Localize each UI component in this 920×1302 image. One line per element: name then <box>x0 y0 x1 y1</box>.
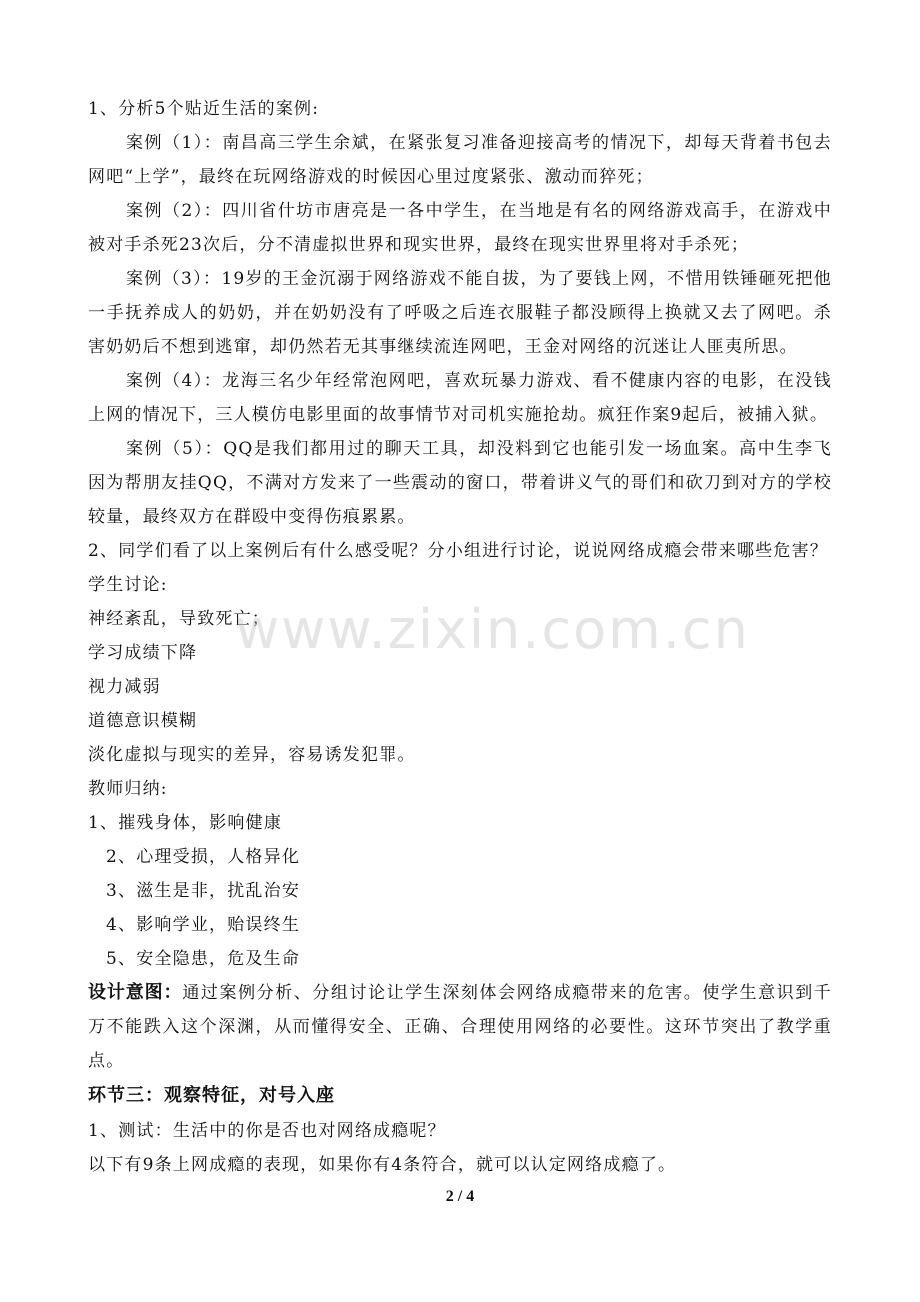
analysis-heading: 1、分析5个贴近生活的案例: <box>88 99 320 119</box>
document-body <box>88 92 832 1182</box>
discussion-item: 学习成绩下降 <box>88 643 198 663</box>
case-3: 案例（3）：19岁的王金沉溺于网络游戏不能自拔，为了要钱上网，不惜用铁锤砸死把他一手抚养成人的奶奶，并在奶奶没有了呼吸之后连衣服鞋子都没顾得上换就又去了网吧。杀害奶奶后不想到逃窜，却仍然若无其事继续流连网吧，王金对网络的沉迷让人匪夷所思。 <box>88 269 832 357</box>
student-discussion-label: 学生讨论: <box>88 575 168 595</box>
test-description: 以下有9条上网成瘾的表现，如果你有4条符合，就可以认定网络成瘾了。 <box>88 1155 677 1175</box>
watermark: www.zixin.com.cn <box>235 598 750 661</box>
case-1: 案例（1）：南昌高三学生余斌，在紧张复习准备迎接高考的情况下，却每天背着书包去网吧“上学”，最终在玩网络游戏的时候因心里过度紧张、激动而猝死； <box>88 133 832 187</box>
discussion-item: 道德意识模糊 <box>88 711 198 731</box>
design-intent-label: 设计意图： <box>88 982 183 1003</box>
discussion-item: 淡化虚拟与现实的差异，容易诱发犯罪。 <box>88 745 416 765</box>
section-three-title: 环节三：观察特征，对号入座 <box>88 1085 335 1106</box>
teacher-summary-label: 教师归纳: <box>88 779 168 799</box>
design-intent-text: 通过案例分析、分组讨论让学生深刻体会网络成瘾带来的危害。使学生意识到千万不能跌入这个深渊，从而懂得安全、正确、合理使用网络的必要性。这环节突出了教学重点。 <box>88 983 832 1071</box>
case-5: 案例（5）：QQ是我们都用过的聊天工具，却没料到它也能引发一场血案。高中生李飞因为帮朋友挂QQ，不满对方发来了一些震动的窗口，带着讲义气的哥们和砍刀到对方的学校较量，最终双方在群殴中变得伤痕累累。 <box>88 439 832 527</box>
design-intent <box>88 976 832 1078</box>
test-question: 1、测试：生活中的你是否也对网络成瘾呢？ <box>88 1121 446 1141</box>
discussion-item: 神经紊乱，导致死亡； <box>88 609 270 629</box>
summary-item: 5、安全隐患，危及生命 <box>106 949 301 969</box>
page-number: 2 / 4 <box>445 1188 475 1205</box>
case-4: 案例（4）：龙海三名少年经常泡网吧，喜欢玩暴力游戏、看不健康内容的电影，在没钱上网的情况下，三人模仿电影里面的故事情节对司机实施抢劫。疯狂作案9起后，被捕入狱。 <box>88 371 832 425</box>
summary-item: 1、摧残身体，影响健康 <box>88 813 283 833</box>
discussion-question: 2、同学们看了以上案例后有什么感受呢？分小组进行讨论，说说网络成瘾会带来哪些危害？ <box>88 541 829 561</box>
summary-item: 2、心理受损，人格异化 <box>106 847 301 867</box>
discussion-item: 视力减弱 <box>88 677 161 697</box>
summary-item: 4、影响学业，贻误终生 <box>106 915 301 935</box>
summary-item: 3、滋生是非，扰乱治安 <box>106 881 301 901</box>
case-2: 案例（2）：四川省什坊市唐亮是一各中学生，在当地是有名的网络游戏高手，在游戏中被对手杀死23次后，分不清虚拟世界和现实世界，最终在现实世界里将对手杀死； <box>88 201 832 255</box>
